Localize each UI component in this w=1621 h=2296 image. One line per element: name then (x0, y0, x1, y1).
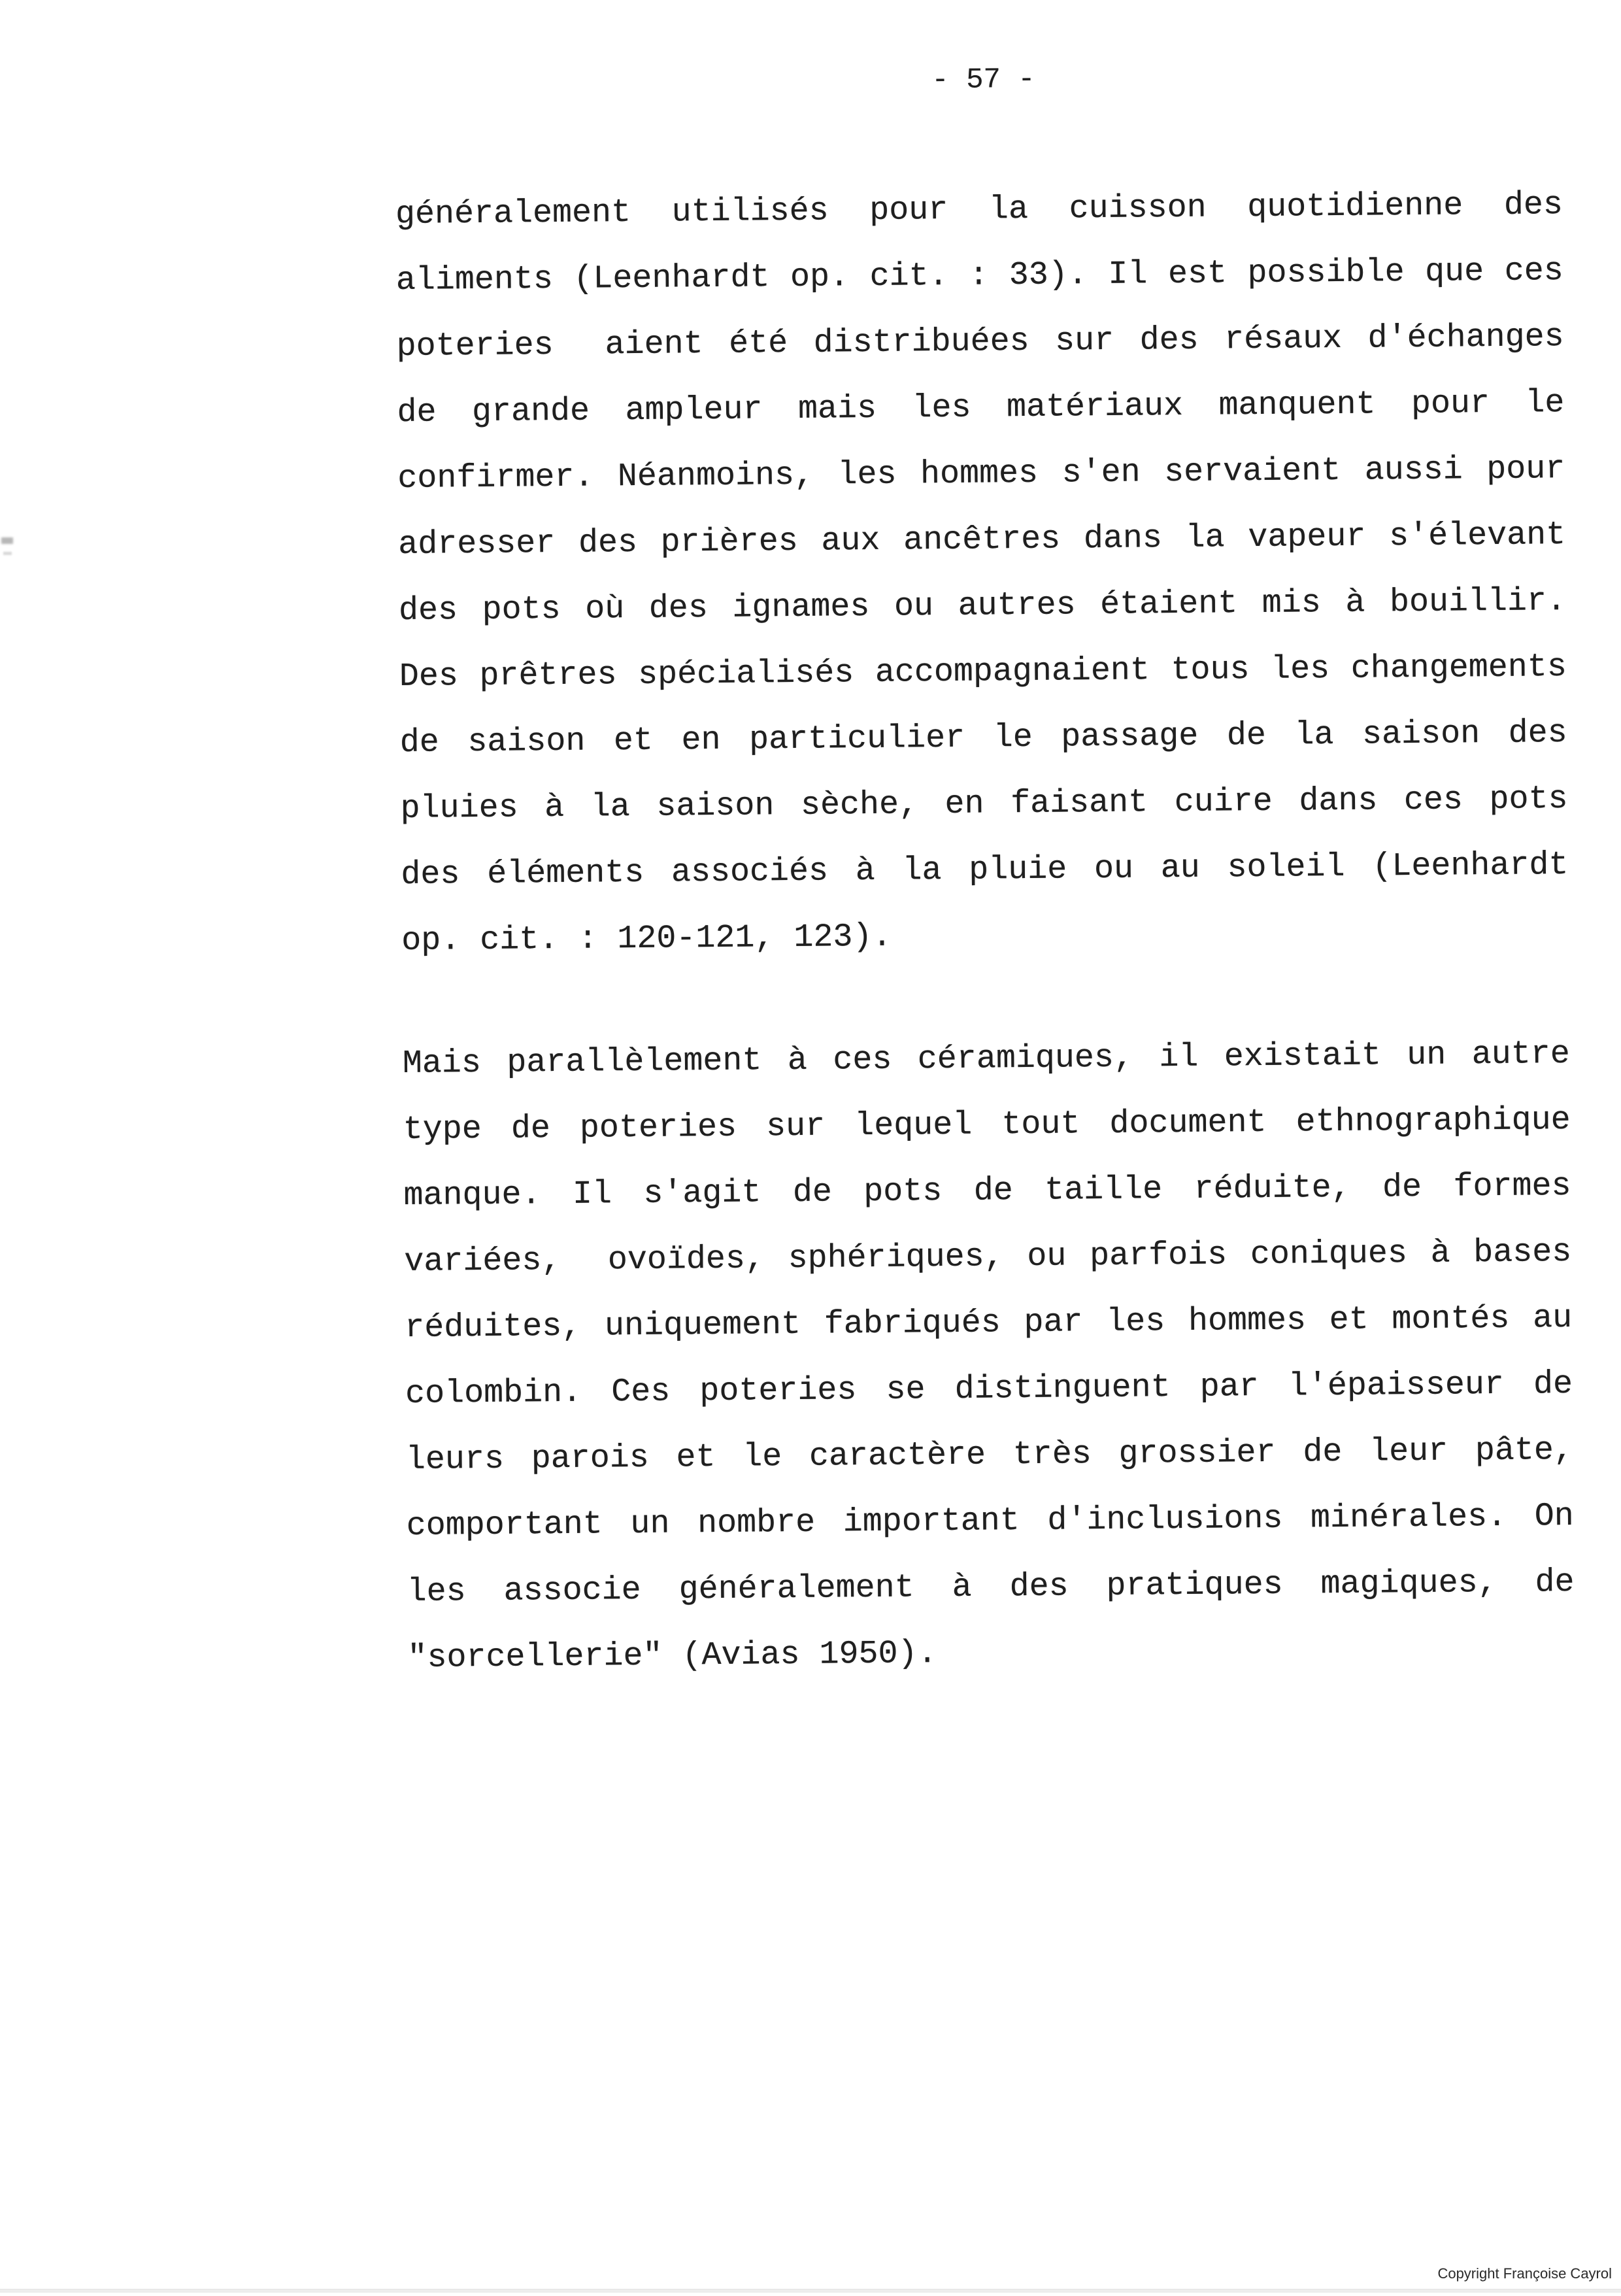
text-line: des pots où des ignames ou autres étaient mis à bouillir. (398, 582, 1567, 630)
copyright-notice: Copyright Françoise Cayrol (1437, 2265, 1612, 2282)
text-line: les associe généralement à des pratiques magiques, de (407, 1564, 1575, 1611)
text-line: variées, ovoïdes, sphériques, ou parfois coniques à bases (404, 1234, 1572, 1281)
paragraph-2 (402, 1021, 1575, 1691)
text-line: op. cit. : 120-121, 123). (401, 918, 892, 960)
text-line: colombin. Ces poteries se distinguent par l'épaisseur de (405, 1366, 1573, 1413)
text-line: manque. Il s'agit de pots de taille réduite, de formes (403, 1168, 1571, 1215)
text-line: réduites, uniquement fabriqués par les hommes et montés au (405, 1300, 1573, 1347)
text-line: adresser des prières aux ancêtres dans la vapeur s'élevant (397, 516, 1566, 564)
text-line: comportant un nombre important d'inclusions minérales. On (406, 1498, 1574, 1545)
text-line: pluies à la saison sèche, en faisant cuire dans ces pots (400, 781, 1568, 828)
text-line: Mais parallèlement à ces céramiques, il existait un autre (402, 1036, 1571, 1083)
paragraph-1 (395, 172, 1569, 974)
text-line: type de poteries sur lequel tout document ethnographique (403, 1102, 1571, 1149)
text-line: des éléments associés à la pluie ou au soleil (Leenhardt (401, 847, 1569, 894)
text-line: confirmer. Néanmoins, les hommes s'en servaient aussi pour (397, 450, 1565, 498)
text-line: aliments (Leenhardt op. cit. : 33). Il est possible que ces (395, 252, 1564, 300)
text-line: généralement utilisés pour la cuisson quotidienne des (395, 186, 1563, 234)
page-number: - 57 - (931, 63, 1035, 97)
text-line: leurs parois et le caractère très grossier de leur pâte, (405, 1432, 1574, 1479)
text-line: Des prêtres spécialisés accompagnaient tous les changements (399, 649, 1567, 696)
scan-smudge (1, 537, 13, 544)
text-line: poteries aient été distribuées sur des résaux d'échanges (396, 318, 1564, 366)
text-line: de saison et en particulier le passage de la saison des (399, 715, 1567, 762)
scan-edge (0, 2289, 1621, 2293)
text-line: "sorcellerie" (Avias 1950). (407, 1635, 937, 1677)
text-line: de grande ampleur mais les matériaux manquent pour le (397, 384, 1565, 432)
scan-smudge (3, 552, 12, 555)
